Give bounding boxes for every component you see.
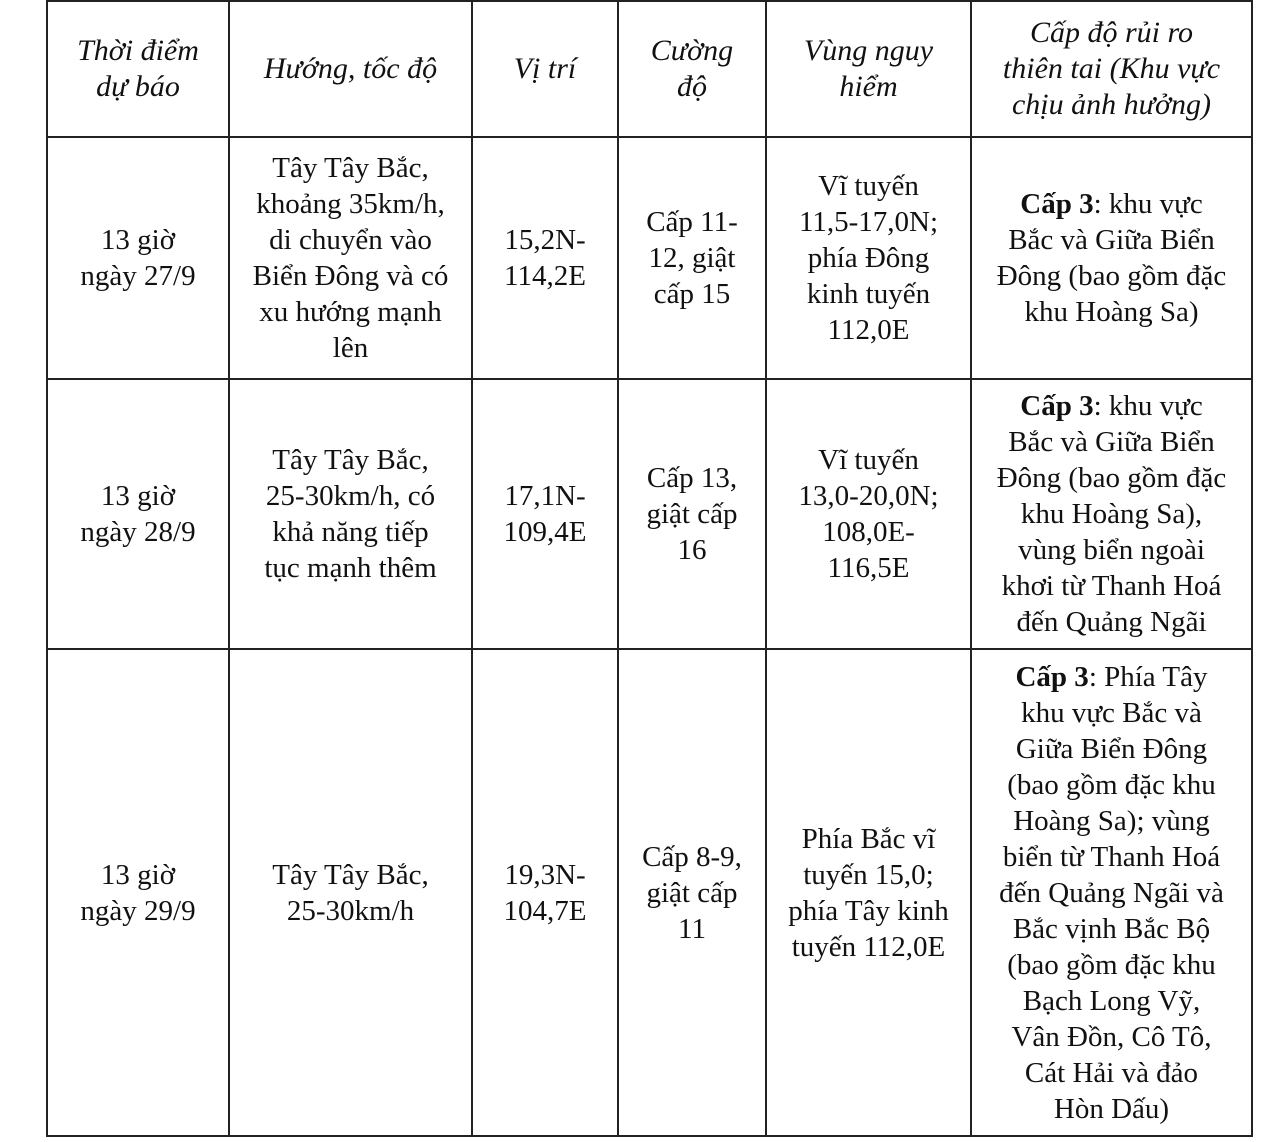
cell-danger-zone: Phía Bắc vĩ tuyến 15,0; phía Tây kinh tuyến 112,0E <box>766 649 971 1136</box>
cell-position: 17,1N- 109,4E <box>472 379 618 649</box>
header-forecast-time: Thời điểm dự báo <box>47 1 229 137</box>
table-header-row <box>47 1 1252 137</box>
risk-level-label: Cấp 3 <box>1020 390 1094 422</box>
risk-area-text: : Phía Tây khu vực Bắc và Giữa Biển Đông (bao gồm đặc khu Hoàng Sa); vùng biển từ Thanh Hoá đến Quảng Ngãi và Bắc vịnh Bắc Bộ (bao gồm đặc khu Bạch Long Vỹ, Vân Đồn, Cô Tô, Cát Hải và đảo Hòn Dấu) <box>999 660 1224 1125</box>
cell-position: 19,3N- 104,7E <box>472 649 618 1136</box>
cell-danger-zone: Vĩ tuyến 13,0-20,0N; 108,0E- 116,5E <box>766 379 971 649</box>
risk-level-label: Cấp 3 <box>1020 188 1094 220</box>
cell-intensity: Cấp 13, giật cấp 16 <box>618 379 766 649</box>
cell-time: 13 giờ ngày 28/9 <box>47 379 229 649</box>
header-position: Vị trí <box>472 1 618 137</box>
cell-direction: Tây Tây Bắc, 25-30km/h <box>229 649 472 1136</box>
risk-area-text: : khu vực Bắc và Giữa Biển Đông (bao gồm đặc khu Hoàng Sa) <box>996 188 1227 328</box>
table-row <box>47 649 1252 1136</box>
header-danger-zone: Vùng nguy hiểm <box>766 1 971 137</box>
header-direction-speed: Hướng, tốc độ <box>229 1 472 137</box>
cell-time: 13 giờ ngày 29/9 <box>47 649 229 1136</box>
risk-level-label: Cấp 3 <box>1015 660 1089 693</box>
cell-risk <box>971 137 1252 379</box>
cell-risk <box>971 379 1252 649</box>
cell-time: 13 giờ ngày 27/9 <box>47 137 229 379</box>
cell-intensity: Cấp 11- 12, giật cấp 15 <box>618 137 766 379</box>
risk-area-text: : khu vực Bắc và Giữa Biển Đông (bao gồm đặc khu Hoàng Sa), vùng biển ngoài khơi từ Thanh Hoá đến Quảng Ngãi <box>996 390 1227 638</box>
table-row <box>47 137 1252 379</box>
cell-risk <box>971 649 1252 1136</box>
cell-position: 15,2N- 114,2E <box>472 137 618 379</box>
cell-intensity: Cấp 8-9, giật cấp 11 <box>618 649 766 1136</box>
cell-direction: Tây Tây Bắc, 25-30km/h, có khả năng tiếp tục mạnh thêm <box>229 379 472 649</box>
header-intensity: Cường độ <box>618 1 766 137</box>
table-row <box>47 379 1252 649</box>
cell-danger-zone: Vĩ tuyến 11,5-17,0N; phía Đông kinh tuyến 112,0E <box>766 137 971 379</box>
header-risk-level: Cấp độ rủi ro thiên tai (Khu vực chịu ảnh hưởng) <box>971 1 1252 137</box>
forecast-table <box>46 0 1253 1137</box>
cell-direction: Tây Tây Bắc, khoảng 35km/h, di chuyển vào Biển Đông và có xu hướng mạnh lên <box>229 137 472 379</box>
